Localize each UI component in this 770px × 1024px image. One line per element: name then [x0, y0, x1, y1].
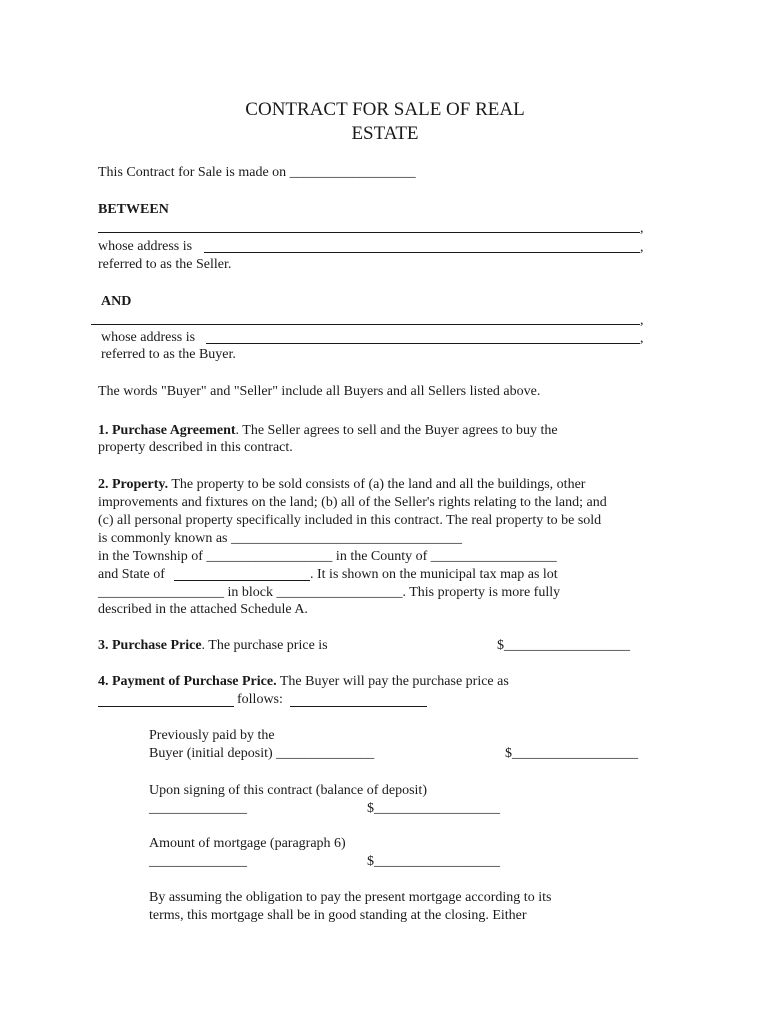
balance-deposit-blank: ______________	[149, 801, 247, 816]
seller-name-field[interactable]	[98, 232, 640, 233]
document-title-line2: ESTATE	[351, 123, 419, 144]
balance-deposit-amount: $__________________	[367, 801, 500, 816]
between-heading: BETWEEN	[98, 202, 169, 217]
buyer-name-field[interactable]	[91, 324, 640, 325]
section2-heading: 2. Property.	[98, 477, 169, 492]
buyer-name-comma: ,	[640, 313, 644, 328]
words-note: The words "Buyer" and "Seller" include all Buyers and all Sellers listed above.	[98, 384, 541, 399]
section2-line6-label: and State of	[98, 567, 165, 582]
initial-deposit-line2: Buyer (initial deposit) ______________	[149, 746, 375, 761]
section4-follows: follows:	[237, 692, 283, 707]
mortgage-paragraph-line1: By assuming the obligation to pay the present mortgage according to its	[149, 890, 552, 905]
mortgage-amount: $__________________	[367, 854, 500, 869]
section1-line1: 1. Purchase Agreement. The Seller agrees to sell and the Buyer agrees to buy the	[98, 423, 558, 438]
document-title-line1: CONTRACT FOR SALE OF REAL	[245, 99, 525, 120]
buyer-referred-line: referred to as the Buyer.	[101, 347, 236, 362]
section4-heading: 4. Payment of Purchase Price.	[98, 674, 277, 689]
section3-heading: 3. Purchase Price	[98, 638, 202, 653]
section2-line5: in the Township of __________________ in the County of __________________	[98, 549, 557, 564]
section2-line7: __________________ in block __________________. This property is more fully	[98, 585, 561, 600]
section1-heading: 1. Purchase Agreement	[98, 423, 236, 438]
section1-line2: property described in this contract.	[98, 440, 293, 455]
payment-blank-field[interactable]	[98, 706, 234, 707]
section3-line: 3. Purchase Price. The purchase price is	[98, 638, 328, 653]
intro-line: This Contract for Sale is made on __________________	[98, 165, 416, 180]
section2-line2: improvements and fixtures on the land; (b) all of the Seller's rights relating to the land; and	[98, 495, 607, 510]
mortgage-line1: Amount of mortgage (paragraph 6)	[149, 836, 346, 851]
buyer-address-comma: ,	[640, 331, 644, 346]
mortgage-blank: ______________	[149, 854, 247, 869]
buyer-address-label: whose address is	[101, 330, 196, 345]
buyer-address-field[interactable]	[206, 343, 640, 344]
balance-deposit-line1: Upon signing of this contract (balance of deposit)	[149, 783, 427, 798]
initial-deposit-amount: $__________________	[505, 746, 638, 761]
section4-line1: 4. Payment of Purchase Price. The Buyer will pay the purchase price as	[98, 674, 509, 689]
and-heading: AND	[101, 294, 132, 309]
state-field[interactable]	[174, 580, 310, 581]
seller-address-field[interactable]	[204, 252, 640, 253]
section2-line6-rest: . It is shown on the municipal tax map as lot	[310, 567, 558, 582]
payment-method-field[interactable]	[290, 706, 427, 707]
seller-address-comma: ,	[640, 240, 644, 255]
section2-line1: 2. Property. The property to be sold consists of (a) the land and all the buildings, other	[98, 477, 586, 492]
initial-deposit-line1: Previously paid by the	[149, 728, 275, 743]
section2-line8: described in the attached Schedule A.	[98, 602, 308, 617]
mortgage-paragraph-line2: terms, this mortgage shall be in good standing at the closing. Either	[149, 908, 527, 923]
section2-line4: is commonly known as _________________________________	[98, 531, 462, 546]
seller-referred-line: referred to as the Seller.	[98, 257, 232, 272]
section2-line3: (c) all personal property specifically included in this contract. The real property to be sold	[98, 513, 602, 528]
seller-address-label: whose address is	[98, 239, 193, 254]
seller-name-comma: ,	[640, 221, 644, 236]
purchase-price-amount: $__________________	[497, 638, 630, 653]
